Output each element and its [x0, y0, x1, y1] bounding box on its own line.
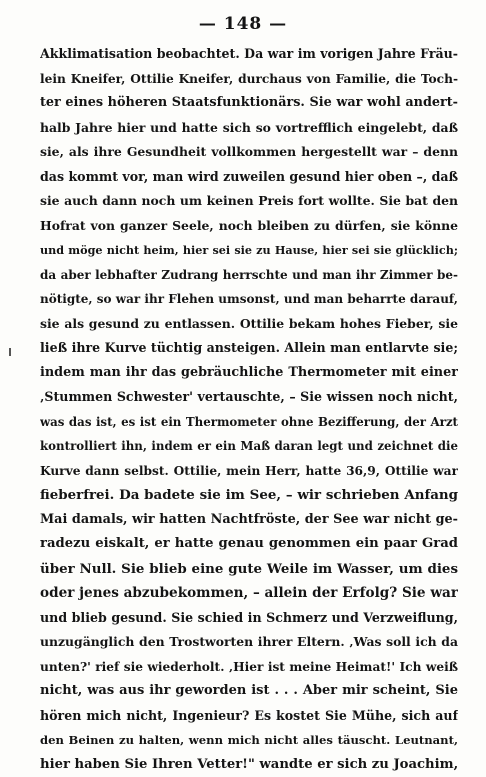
body-text [40, 42, 458, 777]
text-line: da aber lebhafter Zudrang herrschte und man ihr Zimmer be- [40, 263, 458, 288]
text-line: kontrolliert ihn, indem er ein Maß daran legt und zeichnet die [40, 434, 458, 459]
text-line: sie als gesund zu entlassen. Ottilie bekam hohes Fieber, sie [40, 312, 458, 337]
text-line: Akklimatisation beobachtet. Da war im vorigen Jahre Fräu- [40, 42, 458, 67]
page-number: — 148 — [0, 14, 486, 34]
text-line: ‚Stummen Schwester' vertauschte, – Sie wissen noch nicht, [40, 385, 458, 410]
text-line: was das ist, es ist ein Thermometer ohne Bezifferung, der Arzt [40, 410, 458, 435]
text-line: unten?' rief sie wiederholt. ‚Hier ist meine Heimat!' Ich weiß [40, 655, 458, 680]
text-line: lein Kneifer, Ottilie Kneifer, durchaus von Familie, die Toch- [40, 67, 458, 92]
text-line: ter eines höheren Staatsfunktionärs. Sie war wohl andert- [40, 91, 458, 116]
text-line: nötigte, so war ihr Flehen umsonst, und man beharrte darauf, [40, 287, 458, 312]
text-line: den Beinen zu halten, wenn mich nicht alles täuscht. Leutnant, [40, 728, 458, 753]
text-line: halb Jahre hier und hatte sich so vortrefflich eingelebt, daß [40, 116, 458, 141]
text-line: und blieb gesund. Sie schied in Schmerz und Verzweiflung, [40, 606, 458, 631]
text-line: sie auch dann noch um keinen Preis fort wollte. Sie bat den [40, 189, 458, 214]
text-line: indem man ihr das gebräuchliche Thermometer mit einer [40, 361, 458, 386]
text-line: oder jenes abzubekommen, – allein der Erfolg? Sie war [40, 581, 458, 606]
text-line: hier haben Sie Ihren Vetter!" wandte er sich zu Joachim, [40, 753, 458, 777]
margin-mark [9, 348, 11, 356]
text-line: das kommt vor, man wird zuweilen gesund hier oben –, daß [40, 165, 458, 190]
text-line: Mai damals, wir hatten Nachtfröste, der See war nicht ge- [40, 508, 458, 533]
text-line: hören mich nicht, Ingenieur? Es kostet Sie Mühe, sich auf [40, 704, 458, 729]
text-line: über Null. Sie blieb eine gute Weile im Wasser, um dies [40, 557, 458, 582]
text-line: fieberfrei. Da badete sie im See, – wir schrieben Anfang [40, 483, 458, 508]
text-line: Hofrat von ganzer Seele, noch bleiben zu dürfen, sie könne [40, 214, 458, 239]
text-line: radezu eiskalt, er hatte genau genommen ein paar Grad [40, 532, 458, 557]
text-line: ließ ihre Kurve tüchtig ansteigen. Allein man entlarvte sie; [40, 336, 458, 361]
text-line: sie, als ihre Gesundheit vollkommen hergestellt war – denn [40, 140, 458, 165]
text-line: Kurve dann selbst. Ottilie, mein Herr, hatte 36,9, Ottilie war [40, 459, 458, 484]
text-line: unzugänglich den Trostworten ihrer Eltern. ‚Was soll ich da [40, 630, 458, 655]
text-line: und möge nicht heim, hier sei sie zu Hause, hier sei sie glücklich; [40, 238, 458, 263]
text-line: nicht, was aus ihr geworden ist . . . Aber mir scheint, Sie [40, 679, 458, 704]
